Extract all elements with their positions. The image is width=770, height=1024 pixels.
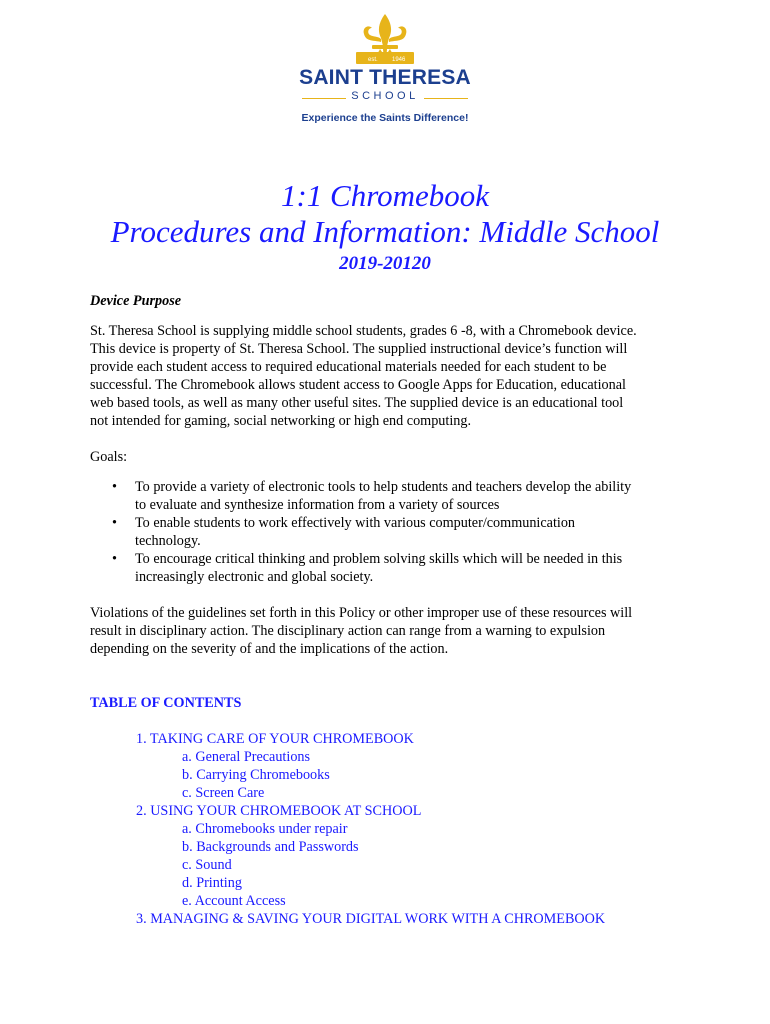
document-subtitle: Procedures and Information: Middle School [110, 214, 660, 249]
bullet-icon: • [112, 515, 117, 531]
goal-line: increasingly electronic and global society. [135, 569, 374, 585]
logo-school-name: SAINT THERESA [299, 66, 471, 89]
toc-subsection-link[interactable]: a. General Precautions [182, 749, 311, 765]
table-of-contents [90, 730, 690, 928]
goal-line: To enable students to work effectively with various computer/communication [135, 515, 576, 531]
goal-line: To encourage critical thinking and problem solving skills which will be needed in this [135, 551, 623, 567]
school-year: 2019-20120 [339, 253, 431, 274]
goal-line: technology. [135, 533, 201, 549]
paragraph-line: Violations of the guidelines set forth in this Policy or other improper use of these resources will [90, 605, 633, 621]
document-body [90, 292, 690, 928]
toc-heading: TABLE OF CONTENTS [90, 695, 242, 711]
goals-label: Goals: [90, 449, 128, 465]
goal-item [90, 514, 690, 550]
toc-subsection-link[interactable]: d. Printing [182, 875, 242, 891]
toc-subsection-link[interactable]: b. Carrying Chromebooks [182, 767, 330, 783]
toc-subsection-link[interactable]: c. Sound [182, 857, 232, 873]
paragraph-line: depending on the severity of and the implications of the action. [90, 641, 449, 657]
device-purpose-paragraph [90, 322, 690, 430]
goal-line: to evaluate and synthesize information from a variety of sources [135, 497, 500, 513]
paragraph-line: not intended for gaming, social networking or high end computing. [90, 413, 472, 429]
toc-subsection-link[interactable]: c. Screen Care [182, 785, 265, 801]
toc-section-link[interactable]: 2. USING YOUR CHROMEBOOK AT SCHOOL [136, 803, 422, 819]
school-logo [0, 0, 770, 135]
logo-rule-right [424, 98, 468, 99]
logo-tagline: Experience the Saints Difference! [301, 112, 469, 124]
paragraph-line: result in disciplinary action. The disciplinary action can range from a warning to expulsion [90, 623, 606, 639]
logo-school-sub: SCHOOL [351, 90, 419, 102]
toc-subsection-link[interactable]: a. Chromebooks under repair [182, 821, 348, 837]
toc-section-link[interactable]: 1. TAKING CARE OF YOUR CHROMEBOOK [136, 731, 414, 747]
toc-section-link[interactable]: 3. MANAGING & SAVING YOUR DIGITAL WORK WITH A CHROMEBOOK [136, 911, 606, 927]
toc-subsection-link[interactable]: b. Backgrounds and Passwords [182, 839, 359, 855]
violations-paragraph [90, 604, 690, 658]
paragraph-line: This device is property of St. Theresa School. The supplied instructional device’s function will [90, 341, 628, 357]
paragraph-line: provide each student access to required educational materials needed for each student to be [90, 359, 607, 375]
goals-list [90, 478, 690, 586]
logo-year-text: 1946 [392, 57, 406, 63]
paragraph-line: St. Theresa School is supplying middle school students, grades 6 -8, with a Chromebook device. [90, 323, 637, 339]
bullet-icon: • [112, 551, 117, 567]
logo-est-text: est. [368, 57, 378, 63]
device-purpose-heading: Device Purpose [90, 293, 182, 309]
toc-subsection-link[interactable]: e. Account Access [182, 893, 286, 909]
paragraph-line: successful. The Chromebook allows student access to Google Apps for Education, educational [90, 377, 626, 393]
goal-item [90, 550, 690, 586]
goal-item [90, 478, 690, 514]
goal-line: To provide a variety of electronic tools to help students and teachers develop the ability [135, 479, 632, 495]
document-title: 1:1 Chromebook [280, 178, 490, 213]
fleur-de-lis-icon [354, 12, 416, 68]
bullet-icon: • [112, 479, 117, 495]
paragraph-line: web based tools, as well as many other useful sites. The supplied device is an educational tool [90, 395, 624, 411]
